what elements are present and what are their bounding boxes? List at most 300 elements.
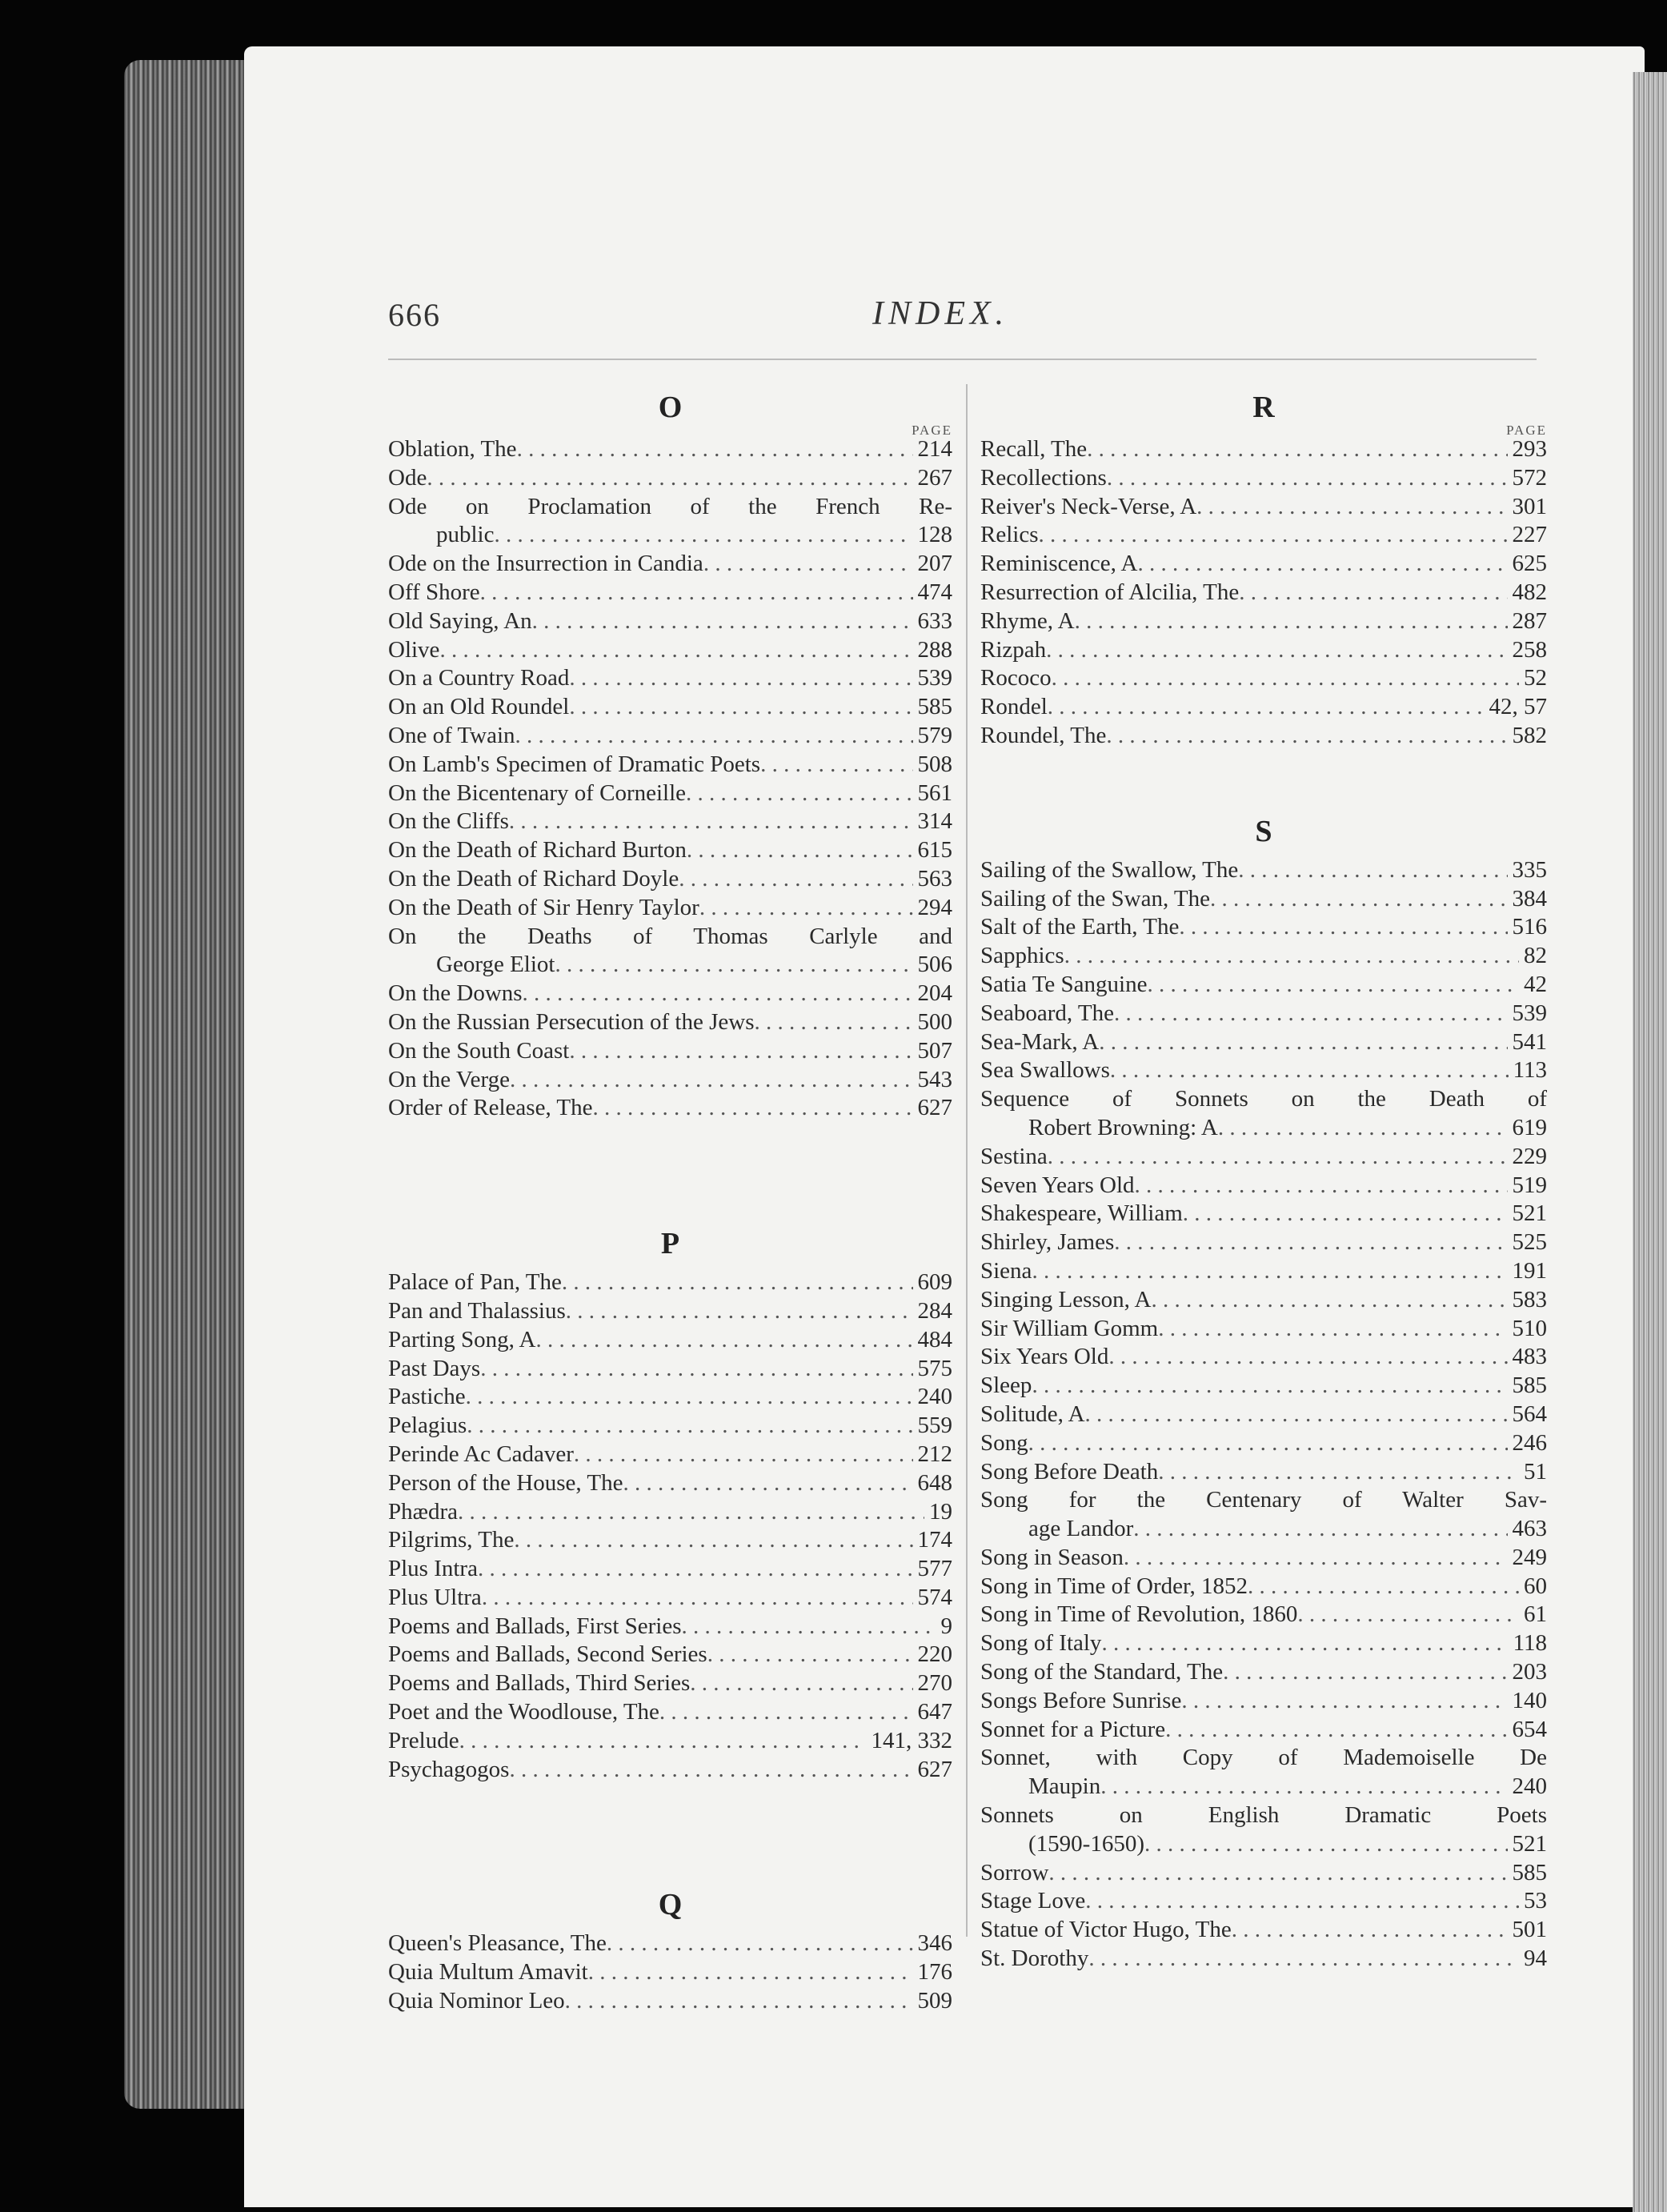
entry-page-number: 176 — [917, 1959, 952, 1986]
index-entry — [388, 521, 952, 550]
entry-page-number: 314 — [917, 808, 952, 835]
entry-title: Singing Lesson, A — [980, 1286, 1152, 1312]
index-entry — [980, 464, 1547, 493]
entry-page-number: 246 — [1512, 1429, 1547, 1456]
entry-page-number: 258 — [1512, 636, 1547, 663]
index-entry — [980, 1744, 1547, 1773]
index-entry — [980, 1028, 1547, 1057]
entry-page-number: 521 — [1512, 1200, 1547, 1227]
leader-dots — [1052, 664, 1519, 693]
index-entry — [388, 1355, 952, 1384]
entry-title: Order of Release, The — [388, 1095, 593, 1121]
entry-page-number: 42, 57 — [1489, 694, 1547, 720]
leader-dots — [1196, 493, 1507, 522]
index-entry — [388, 1297, 952, 1326]
leader-dots — [690, 1669, 912, 1698]
entry-title: Past Days — [388, 1355, 481, 1381]
entry-page-number: 293 — [1512, 436, 1547, 462]
index-entry — [980, 1257, 1547, 1286]
entry-page-number: 654 — [1512, 1716, 1547, 1742]
entry-page-number: 203 — [1512, 1659, 1547, 1685]
leader-dots — [480, 579, 913, 607]
entry-page-number: 627 — [917, 1756, 952, 1782]
entry-page-number: 482 — [1512, 579, 1547, 605]
entry-page-number: 579 — [917, 722, 952, 748]
entry-title: Pan and Thalassius — [388, 1297, 566, 1324]
entry-page-number: 648 — [917, 1469, 952, 1496]
index-entry — [980, 1056, 1547, 1085]
entry-page-number: 483 — [1512, 1344, 1547, 1370]
index-entry — [388, 722, 952, 751]
entry-page-number: 583 — [1512, 1286, 1547, 1312]
index-page — [244, 46, 1645, 2207]
index-entry — [980, 579, 1547, 607]
leader-dots — [703, 550, 913, 579]
entry-page-number: 508 — [917, 751, 952, 777]
header-rule — [388, 359, 1537, 360]
entry-page-number: 9 — [940, 1613, 952, 1639]
index-entry — [388, 550, 952, 579]
entry-page-number: 204 — [917, 980, 952, 1007]
entry-page-number: 543 — [917, 1066, 952, 1092]
index-entry — [388, 865, 952, 894]
leader-dots — [566, 1297, 913, 1326]
leader-dots — [1085, 1887, 1519, 1916]
leader-dots — [1158, 1315, 1507, 1344]
leader-dots — [1099, 1028, 1507, 1057]
index-entry — [388, 1641, 952, 1669]
entry-title: Seaboard, The — [980, 1000, 1114, 1026]
index-entry — [388, 1929, 952, 1958]
entry-page-number: 507 — [917, 1037, 952, 1064]
leader-dots — [1046, 636, 1507, 665]
leader-dots — [517, 435, 913, 464]
section-letter: P — [660, 1227, 680, 1261]
index-entry — [388, 464, 952, 493]
entry-title: On the Cliffs — [388, 808, 509, 835]
entry-page-number: 582 — [1512, 722, 1547, 748]
left-column — [388, 383, 952, 2016]
entry-title: On the Verge — [388, 1066, 510, 1092]
entry-title: On the Russian Persecution of the Jews — [388, 1008, 755, 1035]
leader-dots — [1158, 1458, 1519, 1487]
entry-page-number: 484 — [917, 1326, 952, 1352]
entry-page-number: 575 — [917, 1355, 952, 1381]
entry-title: Song in Time of Order, 1852 — [980, 1573, 1248, 1599]
entry-title: Siena — [980, 1257, 1032, 1284]
entry-page-number: 521 — [1512, 1830, 1547, 1857]
entry-title: Song Before Death — [980, 1458, 1159, 1485]
index-entry — [980, 664, 1547, 693]
leader-dots — [588, 1958, 913, 1987]
leader-dots — [555, 951, 912, 980]
entry-page-number: 585 — [1512, 1372, 1547, 1399]
entry-title: Sea-Mark, A — [980, 1028, 1100, 1055]
index-entry — [388, 751, 952, 779]
entry-page-number: 539 — [1512, 1000, 1547, 1026]
section-letter: R — [1252, 391, 1275, 424]
leader-dots — [1223, 1658, 1507, 1687]
entry-title: Sapphics — [980, 943, 1064, 969]
leader-dots — [1210, 885, 1507, 914]
entry-title: Ode on Proclamation of the French Re- — [388, 493, 952, 519]
leader-dots — [569, 693, 912, 722]
leader-dots — [607, 1929, 913, 1958]
entry-page-number: 141, 332 — [871, 1727, 952, 1753]
entry-page-number: 19 — [929, 1498, 952, 1525]
entry-page-number: 615 — [917, 837, 952, 864]
leader-dots — [1085, 1401, 1508, 1429]
entry-page-number: 227 — [1512, 522, 1547, 548]
entry-title: Oblation, The — [388, 436, 517, 462]
entry-page-number: 61 — [1524, 1601, 1547, 1628]
entry-title: Resurrection of Alcilia, The — [980, 579, 1240, 605]
leader-dots — [1100, 1773, 1507, 1801]
index-entry — [980, 1228, 1547, 1257]
entry-title: Poems and Ballads, Third Series — [388, 1670, 691, 1697]
section-letter: S — [1255, 814, 1272, 848]
index-entry — [980, 693, 1547, 722]
index-entry — [980, 435, 1547, 464]
entry-page-number: 384 — [1512, 885, 1547, 912]
section-spacer — [388, 1784, 952, 1880]
entry-page-number: 619 — [1512, 1114, 1547, 1140]
leader-dots — [1152, 1286, 1508, 1315]
entry-page-number: 294 — [917, 894, 952, 920]
leader-dots — [514, 1526, 912, 1555]
entry-title: Prelude — [388, 1727, 459, 1753]
entry-title: Pilgrims, The — [388, 1527, 515, 1553]
leader-dots — [1144, 1830, 1508, 1859]
entry-title: On the Deaths of Thomas Carlyle and — [388, 923, 952, 949]
entry-page-number: 220 — [917, 1641, 952, 1668]
leader-dots — [1238, 856, 1507, 885]
entry-page-number: 541 — [1512, 1028, 1547, 1055]
index-entry — [980, 1429, 1547, 1458]
index-entry — [388, 779, 952, 808]
leader-dots — [1110, 1056, 1509, 1085]
entry-title: On the Bicentenary of Corneille — [388, 779, 687, 806]
section-letter: O — [658, 391, 683, 424]
entry-title: Quia Nominor Leo — [388, 1988, 565, 2014]
index-entry — [980, 1085, 1547, 1114]
entry-title: Shakespeare, William — [980, 1200, 1183, 1227]
index-entry — [980, 1515, 1547, 1544]
leader-dots — [565, 1987, 913, 2016]
index-entry — [980, 521, 1547, 550]
index-entry — [388, 1669, 952, 1698]
index-entry — [980, 1143, 1547, 1172]
index-entry — [388, 1326, 952, 1355]
index-entry — [980, 913, 1547, 942]
leader-dots — [1048, 1859, 1507, 1888]
book-page-edges — [124, 60, 244, 2109]
entry-page-number: 60 — [1524, 1573, 1547, 1599]
entry-page-number: 564 — [1512, 1401, 1547, 1427]
index-entry — [388, 923, 952, 952]
entry-title: Stage Love — [980, 1888, 1086, 1914]
entry-page-number: 463 — [1512, 1516, 1547, 1542]
entry-title: Palace of Pan, The — [388, 1269, 562, 1296]
entry-title: Old Saying, An — [388, 607, 532, 634]
entry-title: Sorrow — [980, 1859, 1049, 1885]
leader-dots — [1048, 1143, 1508, 1172]
leader-dots — [1107, 464, 1508, 493]
entry-title: On a Country Road — [388, 665, 570, 691]
page-content — [244, 46, 1645, 2207]
entry-page-number: 214 — [917, 436, 952, 462]
leader-dots — [686, 779, 912, 808]
index-entry — [388, 1008, 952, 1037]
index-entry — [388, 1268, 952, 1297]
index-entry — [388, 1383, 952, 1412]
index-entry — [980, 1716, 1547, 1745]
entry-page-number: 288 — [917, 636, 952, 663]
entry-title: Pastiche — [388, 1384, 466, 1410]
index-entry — [980, 1315, 1547, 1344]
entry-title: Sequence of Sonnets on the Death of — [980, 1086, 1547, 1112]
index-entry — [388, 579, 952, 607]
index-entry — [980, 1830, 1547, 1859]
entry-page-number: 118 — [1513, 1630, 1547, 1657]
index-entry — [980, 856, 1547, 885]
index-entry — [980, 1114, 1547, 1143]
next-page-edge — [1633, 72, 1667, 2212]
index-entry — [980, 1801, 1547, 1830]
entry-page-number: 609 — [917, 1269, 952, 1296]
entry-page-number: 51 — [1524, 1458, 1547, 1485]
entry-title: Poems and Ballads, Second Series — [388, 1641, 707, 1668]
entry-title: Songs Before Sunrise — [980, 1687, 1182, 1713]
leader-dots — [569, 664, 912, 693]
entry-title: Song for the Centenary of Walter Sav- — [980, 1487, 1547, 1513]
index-entry — [980, 1887, 1547, 1916]
index-entry — [980, 550, 1547, 579]
leader-dots — [679, 865, 912, 894]
leader-dots — [532, 607, 913, 636]
entry-page-number: 94 — [1524, 1946, 1547, 1972]
entry-title: Roundel, The — [980, 722, 1107, 748]
entry-page-number: 474 — [917, 579, 952, 605]
index-entry — [388, 1555, 952, 1584]
index-entry — [980, 1458, 1547, 1487]
index-entry — [980, 1172, 1547, 1200]
entry-title: Parting Song, A — [388, 1326, 536, 1352]
entry-page-number: 267 — [917, 464, 952, 491]
entry-title: Psychagogos — [388, 1756, 510, 1782]
entry-title: Sailing of the Swan, The — [980, 885, 1211, 912]
entry-title: Sonnet for a Picture — [980, 1716, 1166, 1742]
entry-title: Recollections — [980, 464, 1107, 491]
entry-page-number: 191 — [1512, 1257, 1547, 1284]
index-entry — [980, 1372, 1547, 1401]
entry-title: Olive — [388, 636, 440, 663]
index-entry — [388, 636, 952, 665]
leader-dots — [458, 1498, 924, 1527]
leader-dots — [480, 1355, 912, 1384]
entry-title: Plus Ultra — [388, 1584, 482, 1610]
leader-dots — [439, 636, 912, 665]
entry-title: Rococo — [980, 665, 1052, 691]
index-entry — [388, 493, 952, 522]
index-entry — [388, 1412, 952, 1441]
entry-title: Recall, The — [980, 436, 1088, 462]
leader-dots — [1048, 693, 1485, 722]
entry-title: On the Downs — [388, 980, 523, 1007]
entry-title: (1590-1650) — [1028, 1830, 1144, 1857]
leader-dots — [509, 1756, 912, 1785]
entry-title: Reminiscence, A — [980, 551, 1138, 577]
index-entry — [980, 1286, 1547, 1315]
index-entry — [980, 1000, 1547, 1028]
entry-page-number: 42 — [1524, 971, 1547, 997]
leader-dots — [1133, 1515, 1507, 1544]
index-entry — [980, 722, 1547, 751]
index-entry — [388, 1987, 952, 2016]
entry-title: Ode on the Insurrection in Candia — [388, 551, 703, 577]
leader-dots — [1138, 550, 1508, 579]
index-entry — [388, 1441, 952, 1469]
index-entry — [388, 607, 952, 636]
entry-page-number: 301 — [1512, 493, 1547, 519]
entry-title: Sleep — [980, 1372, 1032, 1399]
entry-title: Rondel — [980, 694, 1048, 720]
entry-page-number: 633 — [917, 607, 952, 634]
section-spacer — [980, 751, 1547, 807]
index-entry — [388, 664, 952, 693]
entry-title: Robert Browning: A — [1028, 1114, 1218, 1140]
leader-dots — [467, 1412, 912, 1441]
entry-page-number: 240 — [917, 1384, 952, 1410]
index-entry — [388, 807, 952, 836]
entry-title: Maupin — [1028, 1773, 1101, 1800]
index-entry — [388, 1756, 952, 1785]
entry-title: Reiver's Neck-Verse, A — [980, 493, 1197, 519]
index-entry — [388, 435, 952, 464]
index-entry — [980, 1401, 1547, 1429]
entry-title: One of Twain — [388, 722, 515, 748]
index-entry — [980, 1945, 1547, 1974]
index-entry — [980, 1200, 1547, 1228]
entry-title: On Lamb's Specimen of Dramatic Poets — [388, 751, 761, 777]
entry-title: Song of the Standard, The — [980, 1659, 1224, 1685]
right-column — [980, 383, 1547, 1974]
leader-dots — [1232, 1916, 1508, 1945]
leader-dots — [495, 521, 913, 550]
index-entry — [388, 894, 952, 923]
section-spacer — [388, 1123, 952, 1219]
entry-page-number: 113 — [1513, 1057, 1547, 1084]
entry-page-number: 53 — [1524, 1888, 1547, 1914]
entry-page-number: 82 — [1524, 943, 1547, 969]
entry-page-number: 174 — [917, 1527, 952, 1553]
entry-page-number: 585 — [917, 694, 952, 720]
index-entry — [980, 1486, 1547, 1515]
entry-page-number: 207 — [917, 551, 952, 577]
entry-page-number: 140 — [1512, 1687, 1547, 1713]
leader-dots — [593, 1094, 913, 1123]
index-entry — [980, 1629, 1547, 1658]
leader-dots — [510, 1066, 913, 1095]
entry-page-number: 577 — [917, 1556, 952, 1582]
index-entry — [980, 942, 1547, 971]
leader-dots — [1239, 579, 1507, 607]
entry-page-number: 647 — [917, 1699, 952, 1725]
leader-dots — [1181, 1687, 1507, 1716]
running-head: INDEX. — [872, 295, 1009, 332]
entry-title: Pelagius — [388, 1413, 467, 1439]
index-entry — [388, 1613, 952, 1641]
leader-dots — [482, 1584, 913, 1613]
leader-dots — [1088, 1945, 1519, 1974]
entry-title: Rizpah — [980, 636, 1047, 663]
entry-page-number: 284 — [917, 1297, 952, 1324]
leader-dots — [459, 1727, 867, 1756]
leader-dots — [1064, 942, 1519, 971]
index-entry — [388, 1066, 952, 1095]
entry-title: Solitude, A — [980, 1401, 1085, 1427]
column-divider — [966, 384, 968, 1937]
entry-page-number: 212 — [917, 1441, 952, 1467]
leader-dots — [1101, 1629, 1508, 1658]
index-entry — [980, 1544, 1547, 1573]
entry-title: On the South Coast — [388, 1037, 570, 1064]
index-entry — [388, 1498, 952, 1527]
leader-dots — [1114, 1000, 1508, 1028]
leader-dots — [623, 1469, 912, 1498]
leader-dots — [1106, 722, 1507, 751]
entry-page-number: 516 — [1512, 914, 1547, 940]
index-entry — [388, 1037, 952, 1066]
leader-dots — [1032, 1372, 1507, 1401]
entry-page-number: 270 — [917, 1670, 952, 1697]
entry-page-number: 561 — [917, 779, 952, 806]
entry-title: Sestina — [980, 1143, 1048, 1169]
entry-title: Satia Te Sanguine — [980, 971, 1148, 997]
leader-dots — [509, 807, 913, 836]
entry-page-number: 287 — [1512, 607, 1547, 634]
leader-dots — [1032, 1257, 1507, 1286]
leader-dots — [1087, 435, 1507, 464]
index-entry — [388, 693, 952, 722]
entry-title: Poet and the Woodlouse, The — [388, 1699, 659, 1725]
entry-title: Sailing of the Swallow, The — [980, 856, 1239, 883]
leader-dots — [523, 980, 913, 1008]
entry-title: Queen's Pleasance, The — [388, 1930, 607, 1957]
entry-title: Quia Multum Amavit — [388, 1959, 588, 1986]
leader-dots — [682, 1613, 936, 1641]
leader-dots — [1114, 1228, 1507, 1257]
entry-title: St. Dorothy — [980, 1946, 1089, 1972]
entry-title: Person of the House, The — [388, 1469, 623, 1496]
leader-dots — [1165, 1716, 1507, 1745]
entry-title: Off Shore — [388, 579, 480, 605]
leader-dots — [536, 1326, 913, 1355]
leader-dots — [1028, 1429, 1508, 1458]
leader-dots — [687, 836, 913, 865]
entry-title: Song of Italy — [980, 1630, 1102, 1657]
entry-title: Poems and Ballads, First Series — [388, 1613, 682, 1639]
leader-dots — [562, 1268, 913, 1297]
index-entry — [388, 1958, 952, 1987]
entry-page-number: 249 — [1512, 1544, 1547, 1570]
entry-title: George Eliot — [436, 952, 555, 978]
entry-title: Sir William Gomm — [980, 1315, 1159, 1341]
entry-page-number: 559 — [917, 1413, 952, 1439]
leader-dots — [574, 1441, 913, 1469]
entry-title: Salt of the Earth, The — [980, 914, 1180, 940]
entry-page-number: 625 — [1512, 551, 1547, 577]
